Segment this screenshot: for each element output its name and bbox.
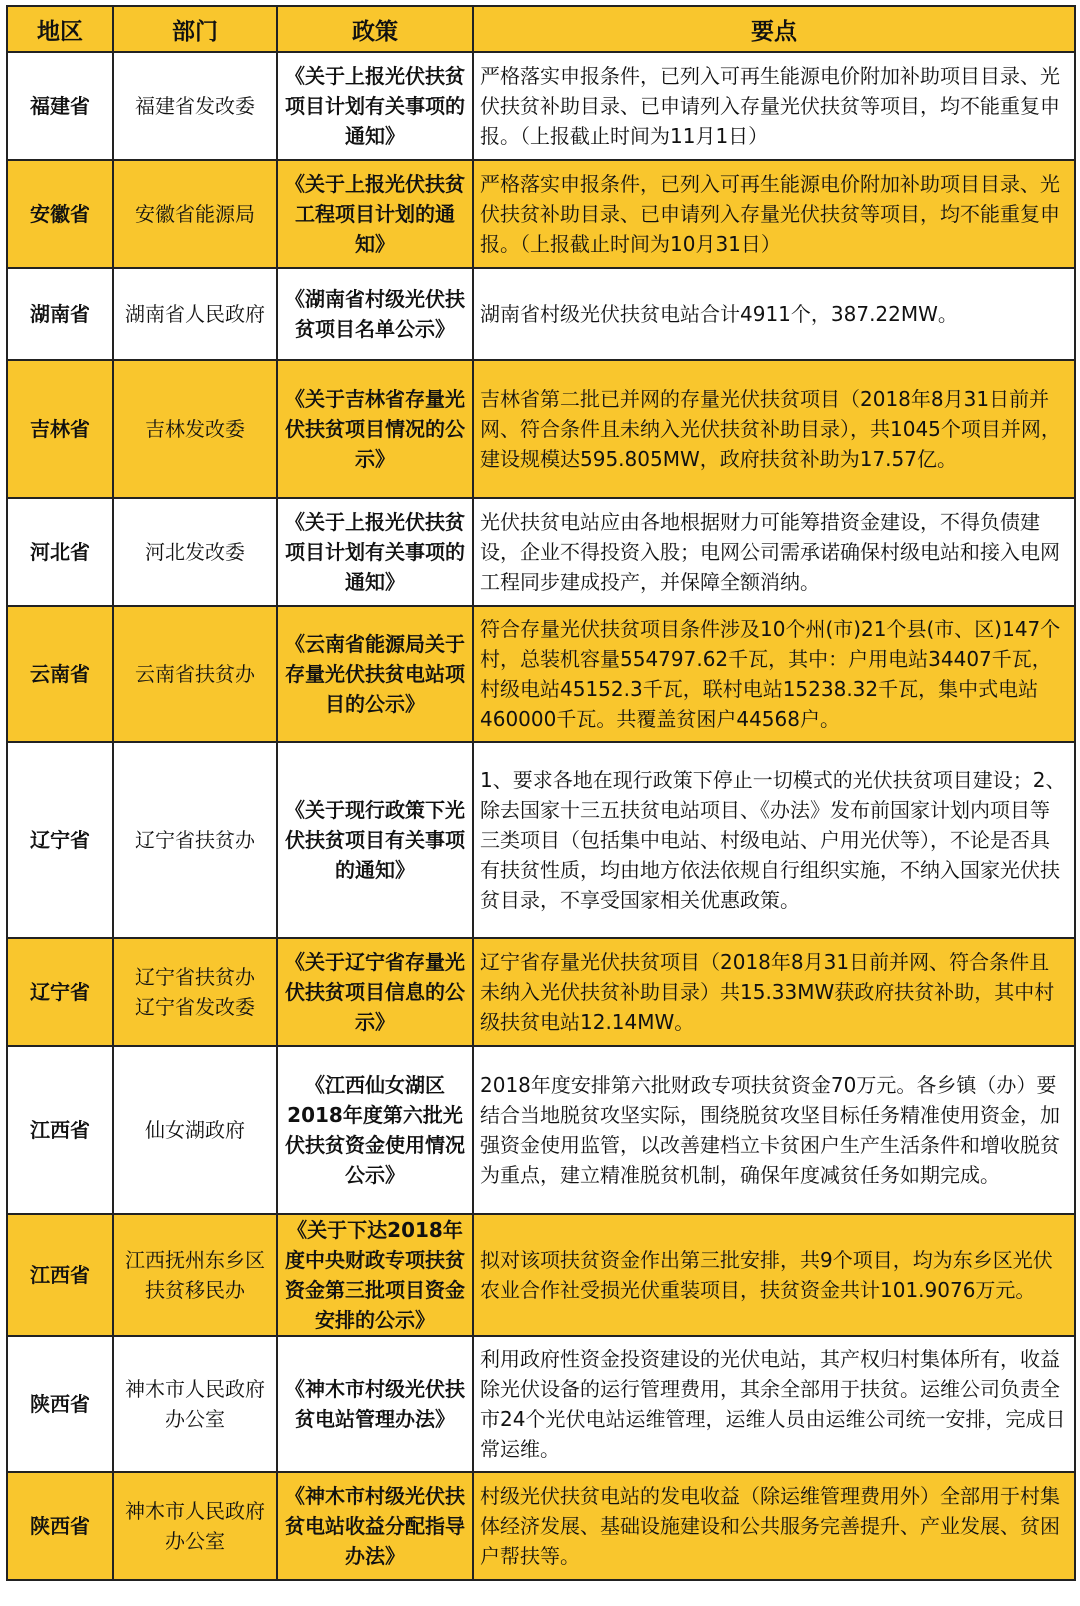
cell-policy: 《湖南省村级光伏扶贫项目名单公示》 bbox=[277, 268, 473, 360]
cell-region: 安徽省 bbox=[7, 160, 113, 268]
cell-region: 吉林省 bbox=[7, 360, 113, 498]
cell-department: 河北发改委 bbox=[113, 498, 277, 606]
table-row bbox=[7, 360, 1075, 498]
cell-policy: 《江西仙女湖区2018年度第六批光伏扶贫资金使用情况公示》 bbox=[277, 1046, 473, 1214]
cell-department: 湖南省人民政府 bbox=[113, 268, 277, 360]
table-row bbox=[7, 160, 1075, 268]
cell-policy: 《关于上报光伏扶贫项目计划有关事项的通知》 bbox=[277, 498, 473, 606]
cell-region: 陕西省 bbox=[7, 1472, 113, 1580]
table-row bbox=[7, 1214, 1075, 1336]
cell-region: 陕西省 bbox=[7, 1336, 113, 1472]
cell-summary: 光伏扶贫电站应由各地根据财力可能筹措资金建设，不得负债建设，企业不得投资入股；电网公司需承诺确保村级电站和接入电网工程同步建成投产，并保障全额消纳。 bbox=[473, 498, 1075, 606]
table-row bbox=[7, 1336, 1075, 1472]
cell-region: 江西省 bbox=[7, 1214, 113, 1336]
policy-table bbox=[6, 5, 1076, 1581]
header-summary: 要点 bbox=[473, 6, 1075, 52]
table-header-row bbox=[7, 6, 1075, 52]
cell-policy: 《神木市村级光伏扶贫电站管理办法》 bbox=[277, 1336, 473, 1472]
cell-region: 河北省 bbox=[7, 498, 113, 606]
table-row bbox=[7, 938, 1075, 1046]
table-row bbox=[7, 268, 1075, 360]
cell-summary: 严格落实申报条件，已列入可再生能源电价附加补助项目目录、光伏扶贫补助目录、已申请列入存量光伏扶贫等项目，均不能重复申报。（上报截止时间为10月31日） bbox=[473, 160, 1075, 268]
cell-department: 江西抚州东乡区扶贫移民办 bbox=[113, 1214, 277, 1336]
header-region: 地区 bbox=[7, 6, 113, 52]
cell-department: 神木市人民政府办公室 bbox=[113, 1336, 277, 1472]
cell-policy: 《神木市村级光伏扶贫电站收益分配指导办法》 bbox=[277, 1472, 473, 1580]
header-department: 部门 bbox=[113, 6, 277, 52]
cell-policy: 《关于现行政策下光伏扶贫项目有关事项的通知》 bbox=[277, 742, 473, 938]
cell-policy: 《关于上报光伏扶贫工程项目计划的通知》 bbox=[277, 160, 473, 268]
cell-region: 辽宁省 bbox=[7, 938, 113, 1046]
table-row bbox=[7, 1046, 1075, 1214]
table-row bbox=[7, 52, 1075, 160]
cell-summary: 辽宁省存量光伏扶贫项目（2018年8月31日前并网、符合条件且未纳入光伏扶贫补助目录）共15.33MW获政府扶贫补助，其中村级扶贫电站12.14MW。 bbox=[473, 938, 1075, 1046]
cell-summary: 2018年度安排第六批财政专项扶贫资金70万元。各乡镇（办）要结合当地脱贫攻坚实际，围绕脱贫攻坚目标任务精准使用资金，加强资金使用监管，以改善建档立卡贫困户生产生活条件和增收脱贫为重点，建立精准脱贫机制，确保年度减贫任务如期完成。 bbox=[473, 1046, 1075, 1214]
table-row bbox=[7, 742, 1075, 938]
cell-region: 辽宁省 bbox=[7, 742, 113, 938]
cell-summary: 拟对该项扶贫资金作出第三批安排，共9个项目，均为东乡区光伏农业合作社受损光伏重装项目，扶贫资金共计101.9076万元。 bbox=[473, 1214, 1075, 1336]
cell-summary: 符合存量光伏扶贫项目条件涉及10个州(市)21个县(市、区)147个村，总装机容量554797.62千瓦，其中：户用电站34407千瓦，村级电站45152.3千瓦，联村电站15238.32千瓦，集中式电站460000千瓦。共覆盖贫困户44568户。 bbox=[473, 606, 1075, 742]
cell-region: 福建省 bbox=[7, 52, 113, 160]
header-policy: 政策 bbox=[277, 6, 473, 52]
cell-department: 安徽省能源局 bbox=[113, 160, 277, 268]
cell-region: 湖南省 bbox=[7, 268, 113, 360]
cell-summary: 严格落实申报条件，已列入可再生能源电价附加补助项目目录、光伏扶贫补助目录、已申请列入存量光伏扶贫等项目，均不能重复申报。（上报截止时间为11月1日） bbox=[473, 52, 1075, 160]
cell-department: 福建省发改委 bbox=[113, 52, 277, 160]
cell-policy: 《关于下达2018年度中央财政专项扶贫资金第三批项目资金安排的公示》 bbox=[277, 1214, 473, 1336]
cell-summary: 利用政府性资金投资建设的光伏电站，其产权归村集体所有，收益除光伏设备的运行管理费用，其余全部用于扶贫。运维公司负责全市24个光伏电站运维管理，运维人员由运维公司统一安排，完成日常运维。 bbox=[473, 1336, 1075, 1472]
cell-summary: 村级光伏扶贫电站的发电收益（除运维管理费用外）全部用于村集体经济发展、基础设施建设和公共服务完善提升、产业发展、贫困户帮扶等。 bbox=[473, 1472, 1075, 1580]
cell-policy: 《关于上报光伏扶贫项目计划有关事项的通知》 bbox=[277, 52, 473, 160]
cell-department: 神木市人民政府办公室 bbox=[113, 1472, 277, 1580]
table-row bbox=[7, 1472, 1075, 1580]
cell-department: 辽宁省扶贫办 bbox=[113, 742, 277, 938]
cell-policy: 《云南省能源局关于存量光伏扶贫电站项目的公示》 bbox=[277, 606, 473, 742]
policy-table-container bbox=[6, 5, 1074, 1581]
cell-policy: 《关于辽宁省存量光伏扶贫项目信息的公示》 bbox=[277, 938, 473, 1046]
cell-summary: 吉林省第二批已并网的存量光伏扶贫项目（2018年8月31日前并网、符合条件且未纳入光伏扶贫补助目录），共1045个项目并网，建设规模达595.805MW，政府扶贫补助为17.57亿。 bbox=[473, 360, 1075, 498]
cell-summary: 湖南省村级光伏扶贫电站合计4911个，387.22MW。 bbox=[473, 268, 1075, 360]
cell-region: 云南省 bbox=[7, 606, 113, 742]
cell-department: 仙女湖政府 bbox=[113, 1046, 277, 1214]
cell-department: 辽宁省扶贫办 辽宁省发改委 bbox=[113, 938, 277, 1046]
table-row bbox=[7, 606, 1075, 742]
cell-region: 江西省 bbox=[7, 1046, 113, 1214]
table-row bbox=[7, 498, 1075, 606]
cell-policy: 《关于吉林省存量光伏扶贫项目情况的公示》 bbox=[277, 360, 473, 498]
cell-department: 云南省扶贫办 bbox=[113, 606, 277, 742]
cell-summary: 1、要求各地在现行政策下停止一切模式的光伏扶贫项目建设；2、除去国家十三五扶贫电站项目、《办法》发布前国家计划内项目等三类项目（包括集中电站、村级电站、户用光伏等），不论是否具有扶贫性质，均由地方依法依规自行组织实施，不纳入国家光伏扶贫目录，不享受国家相关优惠政策。 bbox=[473, 742, 1075, 938]
cell-department: 吉林发改委 bbox=[113, 360, 277, 498]
